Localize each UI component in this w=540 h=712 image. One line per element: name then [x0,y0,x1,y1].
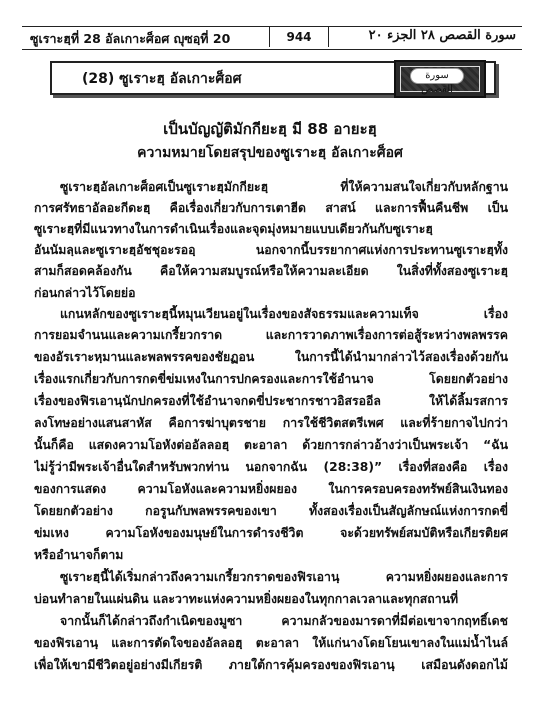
text-line: ก่อนกล่าวไว้โดยย่อ [34,286,136,300]
text-line: สามก็สอดคล้องกัน คือให้ความสมบูรณ์หรือให้ความละเอียด ในสิ่งที่ทั้งสองซูเราะฮฺ [34,264,508,278]
text-line: การยอมจำนนและความเกรี้ยวกราด และการวาดภาพเรื่องการต่อสู้ระหว่างพลพรรค [34,328,508,342]
text-line: แกนหลักของซูเราะฮฺนี้หมุนเวียนอยู่ในเรื่องของสัจธรรมและความเท็จ เรื่อง [60,307,508,321]
text-line: ลงโทษอย่างแสนสาหัส คือการฆ่าบุตรชาย การใช้ชีวิตสตรีเพศ และที่ร้ายกาจไปกว่า [34,416,508,430]
text-line: เพื่อให้เขามีชีวิตอยู่อย่างมีเกียรติ ภายใต้การคุ้มครองของฟิรเอานฺ เสมือนดังดอกไม้ [34,658,508,672]
text-line: ซูเราะฮฺอัลเกาะศ็อศเป็นซูเราะฮฺมักกียะฮฺ ที่ให้ความสนใจเกี่ยวกับหลักฐาน [60,180,508,194]
text-line: โดยยกตัวอย่าง กอรูนกับพลพรรคของเขา ทั้งสองเรื่องเป็นสัญลักษณ์แห่งการกดขี่ [34,504,508,518]
header-arabic-info: سورة القصص ٢٨ الجزء ٢٠ [368,28,516,43]
text-line: ไม่รู้ว่ามีพระเจ้าอื่นใดสำหรับพวกท่าน นอกจากฉัน (28:38)” เรื่องที่สองคือ เรื่อง [34,460,508,474]
revelation-heading: เป็นบัญญัติมักกียะฮฺ มี 88 อายะฮฺ [163,120,377,138]
calligraphy-ornament [394,60,486,98]
text-line: เรื่องแรกเกี่ยวกับการกดขี่ข่มเหงในการปกครองและการใช้อำนาจ โดยยกตัวอย่าง [34,372,508,386]
text-line: ข่มเหง ความโอหังของมนุษย์ในการดำรงชีวิต จะด้วยทรัพย์สมบัติหรือเกียรติยศ [34,526,508,540]
text-line: ของการแสดง ความโอหังและความหยิ่งผยอง ในการครอบครองทรัพย์สินเงินทอง [34,482,508,496]
page-number: 944 [269,27,329,47]
text-line: บ่อนทำลายในแผ่นดิน และวาทะแห่งความหยิ่งผยองในทุกกาลเวลาและทุกสถานที่ [34,592,459,606]
text-line: จากนั้นก็ได้กล่าวถึงกำเนิดของมูซา ความกลัวของมารดาที่มีต่อเขาจากฤทธิ์เดช [60,614,508,628]
header-surah-info: ซูเราะฮฺที่ 28 อัลเกาะศ็อศ ญุซอฺที่ 20 [30,31,231,46]
text-line: การศรัทธาอัลอะกีดะฮฺ คือเรื่องเกี่ยวกับการเตาฮีด สาสน์ และการฟื้นคืนชีพ เป็น [34,201,508,215]
running-header [22,26,522,50]
text-line: เรื่องของฟิรเอานฺนักปกครองที่ใช้อำนาจกดขี่ประชากรชาวอิสรออีล ให้ได้ลิ้มรสการ [34,394,508,408]
text-line: ของอัรเราะหฺมานและพลพรรคของชัยฏอน ในการนี้ได้นำมากล่าวไว้สองเรื่องด้วยกัน [34,350,508,364]
text-line: หรืออำนาจก็ตาม [34,548,124,562]
text-line: ของฟิรเอานฺ และการตัดใจของอัลลอฮฺ ตะอาลา ให้แก่นางโดยโยนเขาลงในแม่น้ำไนล์ [34,636,508,650]
text-line: ซูเราะฮฺนี้ได้เริ่มกล่าวถึงความเกรี้ยวกราดของฟิรเอานฺ ความหยิ่งผยองและการ [60,570,508,584]
text-line: ซูเราะฮฺที่มีแนวทางในการดำเนินเรื่องและจุดมุ่งหมายแบบเดียวกันกับซูเราะฮฺ [34,222,433,236]
surah-calligraphy: سورة القصص [410,68,464,84]
surah-title-box [50,61,496,95]
text-line: อันนัมลฺและซูเราะฮฺอัชชุอะรออฺ นอกจากนี้บรรยากาศแห่งการประทานซูเราะฮฺทั้ง [34,243,508,257]
text-line: นั้นก็คือ แสดงความโอหังต่ออัลลอฮฺ ตะอาลา ด้วยการกล่าวอ้างว่าเป็นพระเจ้า “ฉัน [34,438,508,452]
surah-title: (28) ซูเราะฮฺ อัลเกาะศ็อศ [82,71,242,87]
summary-heading: ความหมายโดยสรุปของซูเราะฮฺ อัลเกาะศ็อศ [137,145,403,161]
